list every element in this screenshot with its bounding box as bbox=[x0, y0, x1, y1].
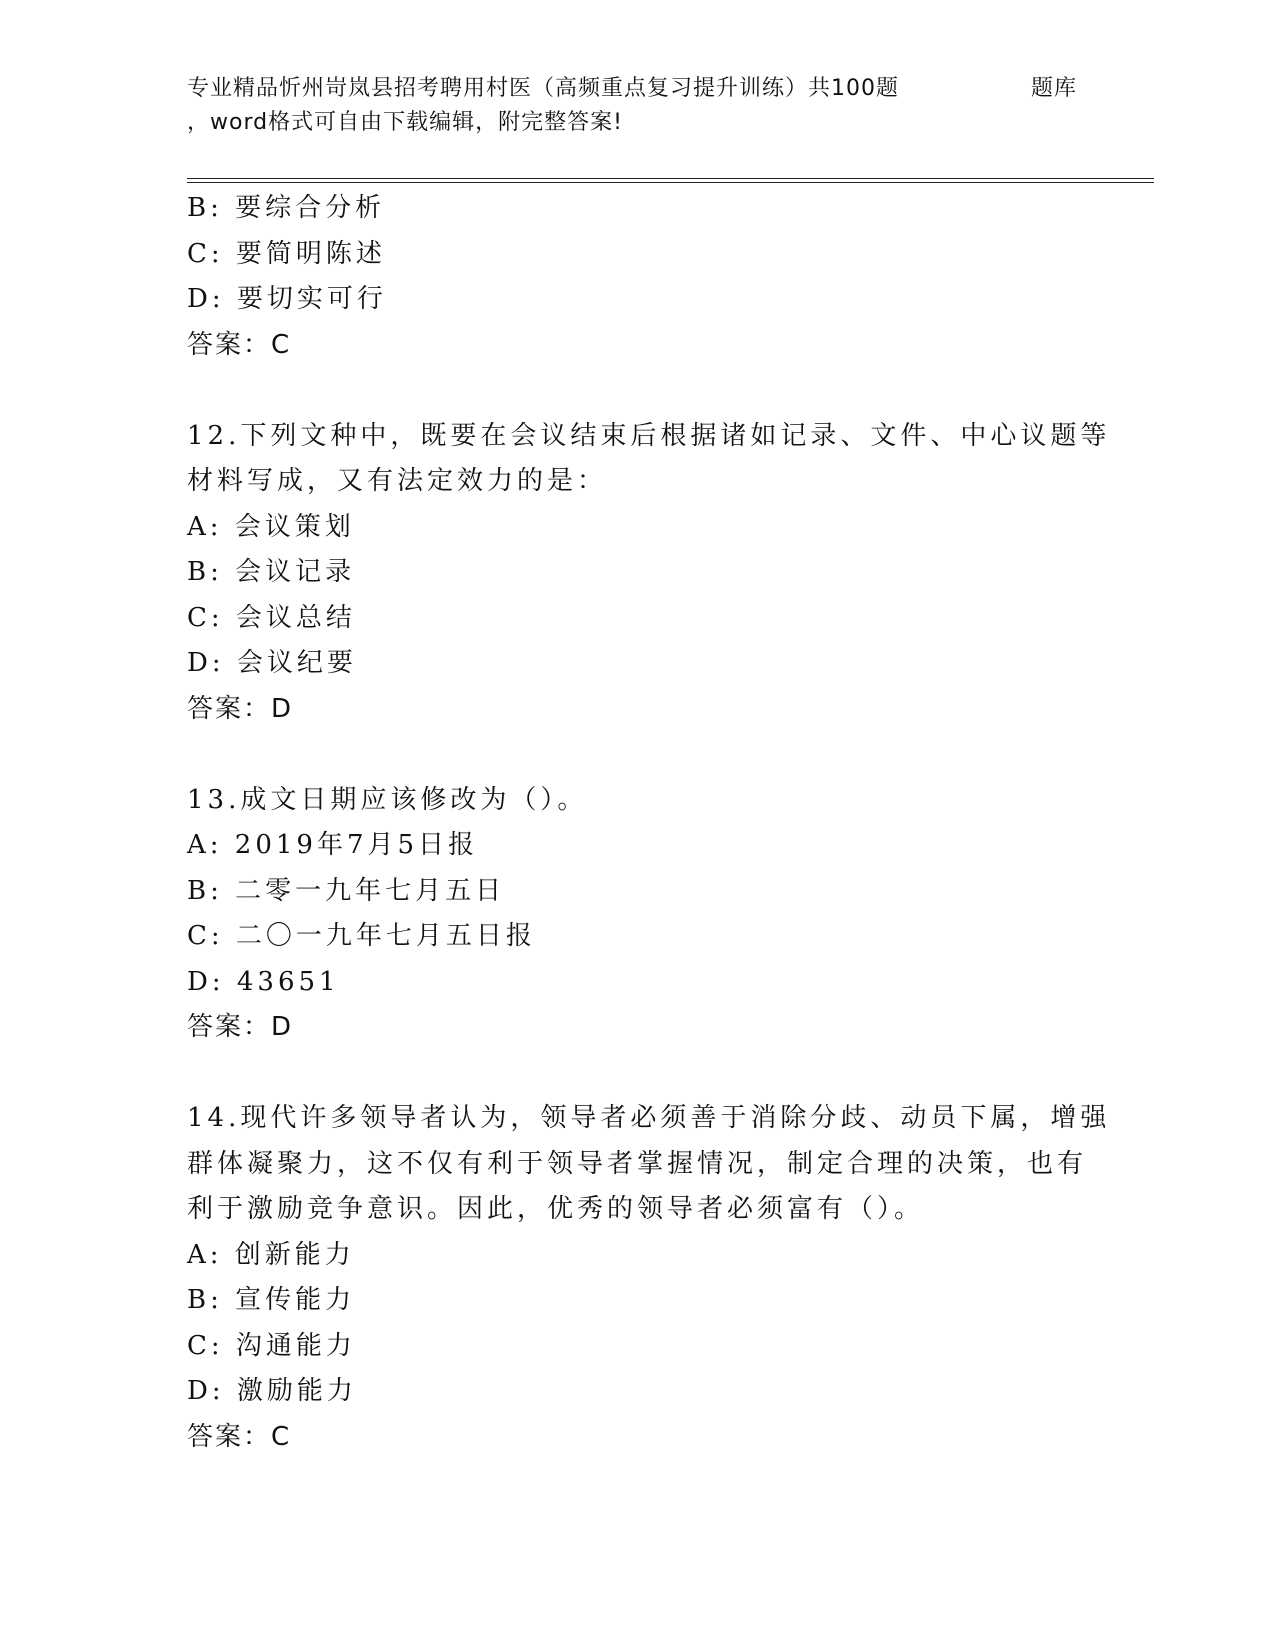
header-subtitle: ，word格式可自由下载编辑，附完整答案! bbox=[187, 110, 623, 135]
answer: 答案：D bbox=[187, 1012, 294, 1042]
option-a: A: 会议策划 bbox=[187, 511, 355, 542]
question-stem-line: 12.下列文种中，既要在会议结束后根据诸如记录、文件、中心议题等 bbox=[187, 420, 1111, 451]
question-stem-line: 利于激励竞争意识。因此，优秀的领导者必须富有（）。 bbox=[187, 1194, 925, 1224]
option-d: D: 激励能力 bbox=[187, 1376, 357, 1406]
header-line-1 bbox=[187, 72, 1077, 106]
option-c: C: 要简明陈述 bbox=[187, 238, 386, 269]
option-c: C: 沟通能力 bbox=[187, 1330, 356, 1361]
option-d: D: 要切实可行 bbox=[187, 284, 387, 314]
page-header bbox=[187, 72, 1157, 140]
option-b: B: 要综合分析 bbox=[187, 193, 386, 223]
header-title: 专业精品忻州岢岚县招考聘用村医（高频重点复习提升训练）共100题 bbox=[187, 76, 899, 101]
question-stem-line: 材料写成，又有法定效力的是： bbox=[187, 466, 608, 496]
option-d: D: 会议纪要 bbox=[187, 648, 357, 678]
answer: 答案：D bbox=[187, 693, 294, 724]
option-b: B: 二零一九年七月五日 bbox=[187, 875, 506, 906]
question-stem-line: 13.成文日期应该修改为（）。 bbox=[187, 784, 588, 815]
option-b: B: 会议记录 bbox=[187, 557, 356, 587]
option-a: A: 2019年7月5日报 bbox=[187, 830, 479, 860]
question-stem-line: 群体凝聚力，这不仅有利于领导者掌握情况，制定合理的决策，也有 bbox=[187, 1148, 1088, 1179]
question-14 bbox=[187, 1096, 1111, 1460]
option-c: C: 会议总结 bbox=[187, 602, 356, 633]
option-c: C: 二〇一九年七月五日报 bbox=[187, 921, 536, 951]
question-11-continued bbox=[187, 186, 1087, 368]
question-stem-line: 14.现代许多领导者认为，领导者必须善于消除分歧、动员下属，增强 bbox=[187, 1103, 1111, 1133]
option-d: D: 43651 bbox=[187, 966, 340, 997]
question-12 bbox=[187, 414, 1111, 733]
option-b: B: 宣传能力 bbox=[187, 1285, 356, 1315]
header-tag: 题库 bbox=[1030, 76, 1077, 101]
document-body bbox=[187, 186, 1111, 1460]
header-divider bbox=[187, 178, 1154, 183]
answer: 答案：C bbox=[187, 1421, 292, 1452]
question-13 bbox=[187, 778, 1087, 1051]
answer: 答案：C bbox=[187, 329, 292, 360]
option-a: A: 创新能力 bbox=[187, 1239, 355, 1270]
